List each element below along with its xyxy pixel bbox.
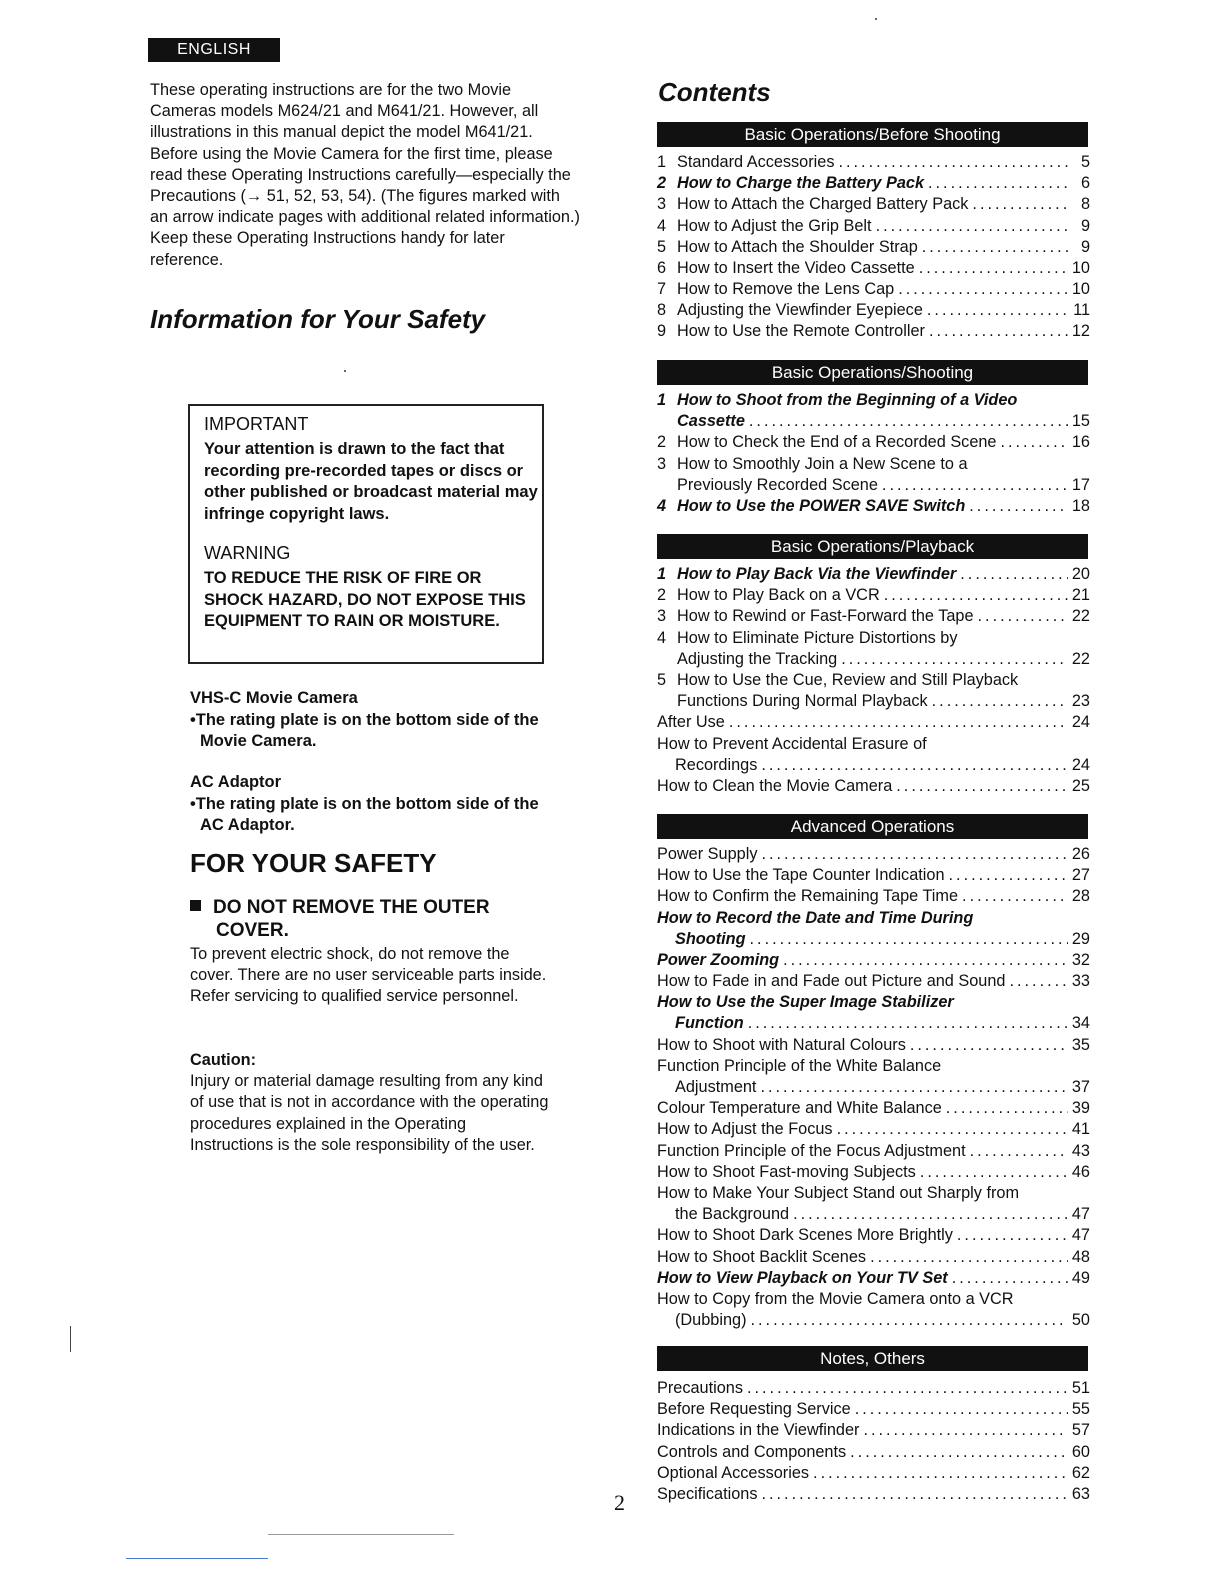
toc-entry[interactable]: Function ..... 34 — [657, 1014, 1090, 1035]
toc-section-shooting — [657, 390, 1090, 517]
toc-entry[interactable]: 3 How to Attach the Charged Battery Pack ..... 8 — [657, 194, 1090, 215]
section-header-shooting: Basic Operations/Shooting — [657, 360, 1088, 385]
toc-entry[interactable]: 2 How to Play Back on a VCR ..... 21 — [657, 585, 1090, 606]
toc-entry[interactable]: 7 How to Remove the Lens Cap ..... 10 — [657, 279, 1090, 300]
toc-entry[interactable]: Adjusting the Tracking ..... 22 — [657, 649, 1090, 670]
section-header-playback: Basic Operations/Playback — [657, 534, 1088, 559]
toc-entry[interactable]: 1 How to Play Back Via the Viewfinder ..... 20 — [657, 564, 1090, 585]
toc-entry-line[interactable]: How to Prevent Accidental Erasure of — [657, 734, 927, 753]
scan-speck — [344, 370, 346, 372]
intro-paragraph: These operating instructions are for the two Movie Cameras models M624/21 and M641/21. However, all illustrations in this manual depict the model M641/21. Before using the Movie Camera for the first time, please read these Operating Instructions carefully—especially the Precautions (→ 51, 52, 53, 54). (The figures marked with an arrow indicate pages with additional related information.) — [150, 81, 580, 227]
toc-entry[interactable]: How to View Playback on Your TV Set ..... 49 — [657, 1268, 1090, 1289]
warning-text: TO REDUCE THE RISK OF FIRE OR SHOCK HAZARD, DO NOT EXPOSE THIS EQUIPMENT TO RAIN OR MOISTURE. — [204, 569, 526, 630]
rating-camera — [190, 688, 550, 753]
section-header-advanced: Advanced Operations — [657, 814, 1088, 839]
toc-section-before-shooting — [657, 152, 1090, 343]
toc-entry[interactable]: 5 How to Attach the Shoulder Strap ..... 9 — [657, 237, 1090, 258]
rating-adaptor — [190, 772, 550, 837]
toc-entry[interactable]: 9 How to Use the Remote Controller ..... 12 — [657, 322, 1090, 343]
toc-entry[interactable]: 8 Adjusting the Viewfinder Eyepiece ..... 11 — [657, 300, 1090, 321]
toc-entry[interactable]: Power Zooming ..... 32 — [657, 950, 1090, 971]
toc-section-advanced — [657, 844, 1090, 1331]
contents-title: Contents — [658, 77, 771, 107]
toc-entry[interactable]: Recordings ..... 24 — [657, 755, 1090, 776]
toc-entry[interactable]: 1 Standard Accessories ..... 5 — [657, 152, 1090, 173]
toc-entry[interactable]: 4 How to Adjust the Grip Belt ..... 9 — [657, 216, 1090, 237]
caution-heading: Caution: — [190, 1051, 257, 1069]
toc-entry[interactable]: Before Requesting Service ..... 55 — [657, 1399, 1090, 1420]
toc-entry[interactable]: Cassette ..... 15 — [657, 411, 1090, 432]
scan-mark — [268, 1534, 454, 1535]
toc-entry-line[interactable]: 5 How to Use the Cue, Review and Still Playback — [657, 670, 1019, 689]
toc-section-notes — [657, 1378, 1090, 1505]
toc-entry[interactable]: 4 How to Use the POWER SAVE Switch ..... 18 — [657, 496, 1090, 517]
intro-paragraph: Keep these Operating Instructions handy for later reference. — [150, 229, 505, 269]
toc-entry[interactable]: (Dubbing) ..... 50 — [657, 1310, 1090, 1331]
toc-entry[interactable]: Indications in the Viewfinder ..... 57 — [657, 1420, 1090, 1441]
toc-entry[interactable]: After Use ..... 24 — [657, 712, 1090, 733]
toc-entry[interactable]: How to Clean the Movie Camera ..... 25 — [657, 776, 1090, 797]
scan-mark — [126, 1558, 268, 1559]
toc-entry[interactable]: How to Shoot Backlit Scenes ..... 48 — [657, 1247, 1090, 1268]
important-text: Your attention is drawn to the fact that recording pre-recorded tapes or discs or other published or broadcast material may infringe copyright laws. — [204, 440, 538, 523]
toc-entry[interactable]: How to Shoot with Natural Colours ..... 35 — [657, 1035, 1090, 1056]
rating-adaptor-heading: AC Adaptor — [190, 773, 282, 791]
language-tab: ENGLISH — [148, 38, 280, 62]
page-number: 2 — [614, 1490, 625, 1515]
toc-entry[interactable]: 2 How to Check the End of a Recorded Scene ..... 16 — [657, 432, 1090, 453]
toc-entry[interactable]: Colour Temperature and White Balance ..... 39 — [657, 1098, 1090, 1119]
toc-entry-line[interactable]: 4 How to Eliminate Picture Distortions by — [657, 628, 958, 647]
rating-camera-text: •The rating plate is on the bottom side of the Movie Camera. — [190, 710, 539, 750]
toc-entry[interactable]: 6 How to Insert the Video Cassette ..... 10 — [657, 258, 1090, 279]
caution-block — [190, 1050, 550, 1156]
toc-entry-line[interactable]: How to Record the Date and Time During — [657, 908, 974, 927]
do-not-remove-heading: DO NOT REMOVE THE OUTER COVER. — [190, 896, 530, 942]
toc-entry[interactable]: How to Adjust the Focus ..... 41 — [657, 1119, 1090, 1140]
important-box — [188, 404, 544, 664]
toc-entry[interactable]: Precautions ..... 51 — [657, 1378, 1090, 1399]
toc-entry-line[interactable]: How to Make Your Subject Stand out Sharply from — [657, 1184, 1020, 1202]
rating-adaptor-text: •The rating plate is on the bottom side of the AC Adaptor. — [190, 794, 539, 834]
toc-entry-line[interactable]: 3 How to Smoothly Join a New Scene to a — [657, 454, 968, 473]
toc-entry[interactable]: Function Principle of the Focus Adjustment ..... 43 — [657, 1141, 1090, 1162]
toc-entry[interactable]: Power Supply ..... 26 — [657, 844, 1090, 865]
toc-entry[interactable]: Functions During Normal Playback ..... 23 — [657, 691, 1090, 712]
toc-entry-line[interactable]: 1 How to Shoot from the Beginning of a Video — [657, 391, 1018, 409]
toc-entry-line[interactable]: How to Copy from the Movie Camera onto a VCR — [657, 1289, 1014, 1308]
toc-entry[interactable]: How to Use the Tape Counter Indication ..... 27 — [657, 865, 1090, 886]
important-heading: IMPORTANT — [204, 414, 309, 434]
do-not-remove-text: To prevent electric shock, do not remove the cover. There are no user serviceable parts inside. Refer servicing to qualified service personnel. — [190, 945, 547, 1006]
toc-entry[interactable]: Adjustment ..... 37 — [657, 1077, 1090, 1098]
toc-entry[interactable]: How to Confirm the Remaining Tape Time ..... 28 — [657, 886, 1090, 907]
toc-entry[interactable]: Optional Accessories ..... 62 — [657, 1463, 1090, 1484]
toc-entry[interactable]: How to Fade in and Fade out Picture and Sound ..... 33 — [657, 971, 1090, 992]
scan-speck — [875, 18, 877, 20]
toc-entry[interactable]: 3 How to Rewind or Fast-Forward the Tape ..... 22 — [657, 606, 1090, 627]
toc-entry[interactable]: Specifications ..... 63 — [657, 1484, 1090, 1505]
warning-heading: WARNING — [204, 543, 291, 563]
rating-camera-heading: VHS-C Movie Camera — [190, 689, 358, 707]
section-header-before-shooting: Basic Operations/Before Shooting — [657, 122, 1088, 147]
toc-entry[interactable]: 2 How to Charge the Battery Pack ..... 6 — [657, 173, 1090, 194]
scan-mark — [70, 1326, 71, 1352]
toc-entry[interactable]: How to Shoot Fast-moving Subjects ..... 46 — [657, 1162, 1090, 1183]
for-your-safety-heading: FOR YOUR SAFETY — [190, 848, 437, 878]
safety-title: Information for Your Safety — [150, 304, 486, 334]
intro-text — [150, 80, 580, 271]
toc-entry-line[interactable]: How to Use the Super Image Stabilizer — [657, 993, 954, 1012]
toc-entry[interactable]: Previously Recorded Scene ..... 17 — [657, 475, 1090, 496]
section-header-notes: Notes, Others — [657, 1346, 1088, 1371]
toc-entry[interactable]: Shooting ..... 29 — [657, 929, 1090, 950]
caution-text: Injury or material damage resulting from any kind of use that is not in accordance with the operating procedures explained in the Operating Instructions is the sole responsibility of the user. — [190, 1072, 549, 1154]
toc-section-playback — [657, 564, 1090, 797]
square-bullet-icon — [190, 900, 201, 911]
toc-entry[interactable]: How to Shoot Dark Scenes More Brightly ..... 47 — [657, 1225, 1090, 1246]
toc-entry-line[interactable]: Function Principle of the White Balance — [657, 1056, 942, 1075]
toc-entry[interactable]: Controls and Components ..... 60 — [657, 1442, 1090, 1463]
toc-entry[interactable]: the Background ..... 47 — [657, 1204, 1090, 1225]
